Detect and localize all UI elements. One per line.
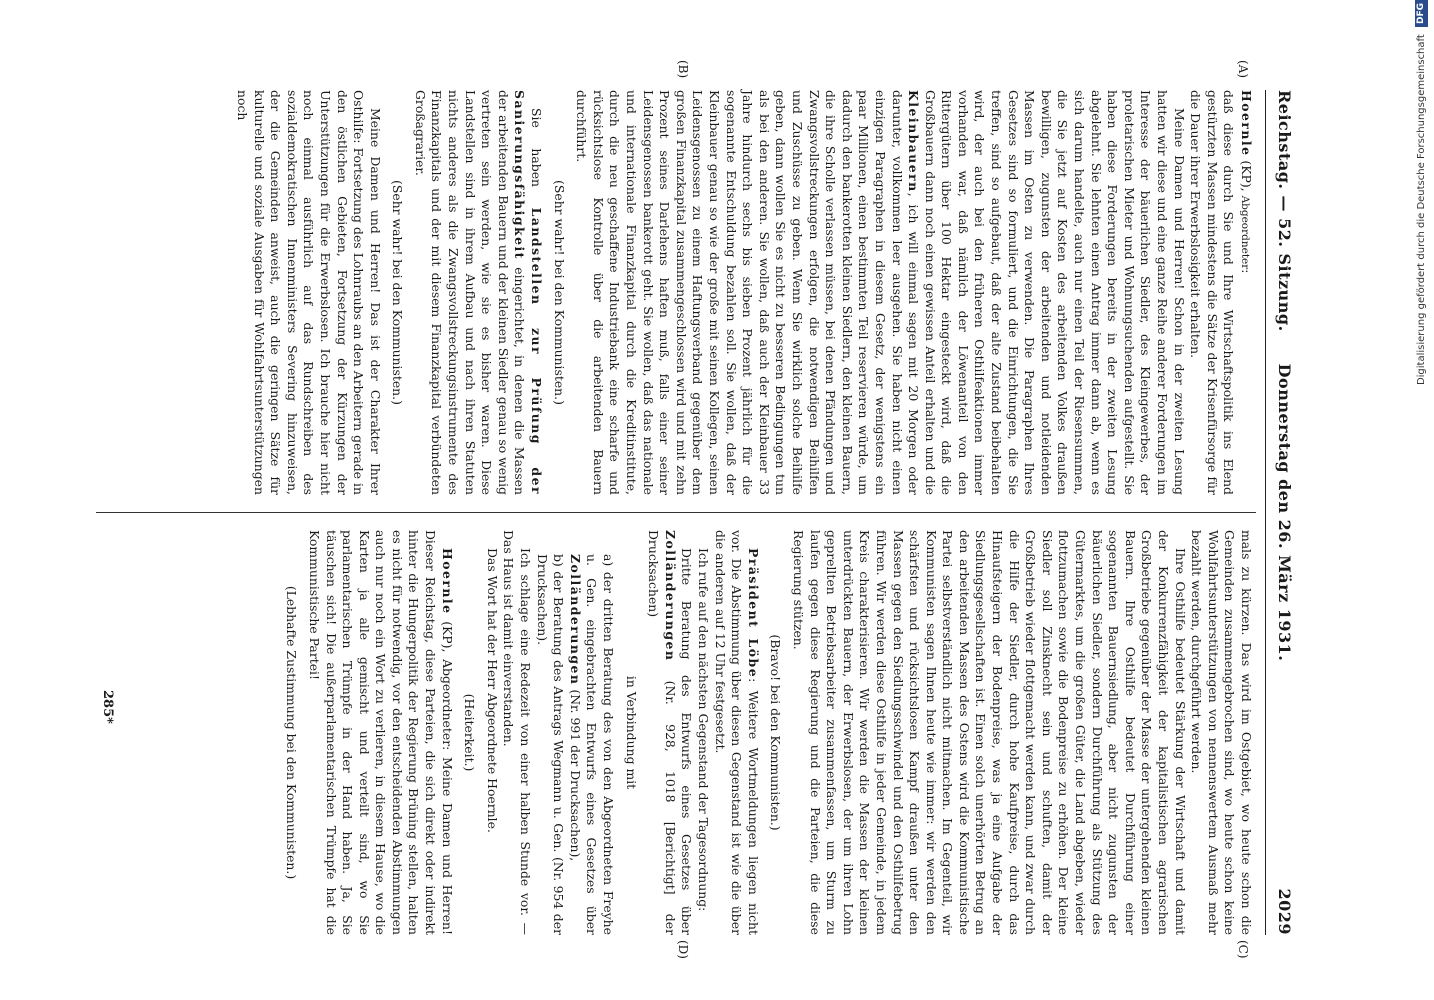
page-number: 2029 (1275, 888, 1294, 935)
col1-paragraph: Meine Damen und Herren! Das ist der Charakter Ihrer Osthilfe: Fortsetzung des Lohnraubs an den Arbeitern gerade in den östlichen Gebieten, Fortsetzung der Kürzungen der Unterstützungen für die Erwerbslosen. Ich brauche hier nicht noch einmal ausführlich auf das Rundschreiben des sozialdemokratischen Innenministers Severing hinzuweisen, der die Gemeinden anweist, auch die geringen Sätze für kulturelle und soziale Ausgaben für Wohlfahrtsunterstützungen noch (234, 90, 383, 495)
col2-paragraph: (Lebhafte Zustimmung bei den Kommunisten.) (284, 585, 300, 880)
col2-paragraph: Hoernle (KP), Abgeordneter: Meine Damen und Herren! Dieser Reichstag, diese Parteien, die sich direkt oder indirekt hinter die Hungerpolitik der Regierung Brüning stellen, halten es nicht für notwendig, vor den entscheidenden Abstimmungen auch nur noch ein Wort zu verlieren, in diesem Hause, wo die Karten ja alle gemischt und verteilt sind, wo Sie parlamentarischen Trümpfe in der Hand haben. Ja, Sie täuschen sich! Die außerparlamentarischen Trümpfe hat die Kommunistische Partei! (306, 530, 455, 935)
digitization-credit (1410, 0, 1434, 1000)
col2-paragraph: Ihre Osthilfe bedeutet Stärkung der Wirtschaft und damit der Konkurrenzfähigkeit der kapitalistischen agrarischen Großbetriebe gegenüber der Masse der untergehenden kleinen Bauern. Ihre Osthilfe bedeutet Durchführung einer sogenannten Bauernsiedlung, aber nicht zugunsten der bäuerlichen Siedler, sondern Durchführung als Stützung des Gütermarktes, um die großen Güter, die Land abgeben, wieder flottzumachen sowie die Bodenpreise zu erhöhen. Der kleine Siedler soll Zinsknecht sein und schuften, damit der Großbetrieb wieder flottgemacht werden kann, und zwar durch die Hilfe der Siedler, durch hohe Kaufpreise, durch das Hinaufsteigern der Bodenpreise, was ja eine Aufgabe der Siedlungsgesellschaften ist. Einen solch unerhörten Betrug an den arbeitenden Massen des Ostens wird die Kommunistische Partei selbstverständlich nicht mitmachen. Im Gegenteil, wir Kommunisten sagen Ihnen heute wie immer: wir werden den schärfsten und rücksichtslosen Kampf draußen unter den Massen gegen den Siedlungsschwindel und den Osthilfebetrug führen. Wir werden diese Osthilfe in jeder Gemeinde, in jedem Kreis charakterisieren. Wir werden die Massen der kleinen unterdrückten Bauern, der Erwerbslosen, der um ihren Lohn geprellten Betriebsarbeiter zusammenfassen, um Sturm zu laufen gegen diese Regierung und die Parteien, die diese Regierung stützen. (790, 530, 1188, 935)
dfg-logo: DFG (1415, 0, 1428, 27)
col1-paragraph: (Sehr wahr! bei den Kommunisten.) (390, 180, 406, 405)
col2-paragraph: Das Wort hat der Herr Abgeordnete Hoernle. (484, 548, 500, 833)
col2-paragraph: Dritte Beratung des Entwurfs eines Gesetzes über Zolländerungen (Nr. 928, 1018 [Berichtigt] der Drucksachen) (646, 530, 695, 935)
credit-text: Digitalisierung gefördert durch die Deutsche Forschungsgemeinschaft (1416, 34, 1427, 386)
header-date: Donnerstag den 26. März 1931. (1275, 363, 1294, 662)
text-column-left (233, 90, 1254, 495)
col2-paragraph: b) der Beratung des Antrags Wegmann u. Gen. (Nr. 954 der Drucksachen). (534, 554, 567, 935)
col1-paragraph: (Sehr wahr! bei den Kommunisten.) (551, 180, 567, 405)
margin-mark-d: (D) (676, 940, 690, 959)
col2-paragraph: Ich schlage eine Redezeit von einer halben Stunde vor. — Das Haus ist damit einverstanden. (501, 530, 534, 935)
col2-paragraph: Ich rufe auf den nächsten Gegenstand der Tagesordnung: (696, 548, 711, 912)
col2-paragraph: (Heiterkeit.) (462, 693, 478, 772)
signature-mark: 285* (100, 690, 115, 724)
margin-mark-b: (B) (676, 60, 690, 79)
col2-paragraph: Präsident Löbe: Weitere Wortmeldungen liegen nicht vor. Die Abstimmung über diesen Gegenstand ist wie die über die anderen auf 12 Uhr festgesetzt. (712, 530, 761, 935)
col1-paragraph: Sie haben Landstellen zur Prüfung der Sanierungsfähigkeit eingerichtet, in denen die Massen der arbeitenden Bauern und der kleinen Siedler genau so wenig vertreten sein werden, wie sie es bisher waren. Diese Landstellen sind in ihrem Aufbau und nach ihren Statuten nichts anderes als die Zwangsvollstreckungsinstrumente des Finanzkapitals und der mit diesem Finanzkapital verbündeten Großagrarier. (412, 90, 545, 495)
column-divider (96, 512, 1256, 513)
document-page (80, 60, 1300, 959)
margin-mark-c: (C) (1236, 940, 1250, 959)
col2-paragraph: in Verbindung mit (623, 675, 639, 790)
margin-mark-a: (A) (1236, 60, 1250, 79)
text-column-right (277, 530, 1254, 935)
col2-paragraph: mals zu kürzen. Das wird im Ostgebiet, wo heute schon die Gemeinden zusammengebrochen sind, wo heute schon keine Wohlfahrtsunterstützungen von nennenswertem Ausmaß mehr bezahlt werden, durchgeführt werden. (1189, 530, 1254, 935)
page-header (1265, 90, 1300, 935)
col2-paragraph: a) der dritten Beratung des von den Abgeordneten Freyhe u. Gen. eingebrachten Entwurfs eines Gesetzes über Zolländerungen (Nr. 991 der Drucksachen), (567, 554, 617, 935)
col1-paragraph: Meine Damen und Herren! Schon in der zweiten Lesung hatten wir diese und eine ganze Reihe anderer Forderungen im Interesse der bäuerlichen Siedler, des Kleingewerbes, der proletarischen Mieter und Wohnungsuchenden aufgestellt. Sie haben diese Forderungen bereits in der zweiten Lesung abgelehnt. Sie lehnten einen Antrag immer dann ab, wenn es sich darum handelte, auch nur einen Teil der Riesensummen, die Sie jetzt auf Kosten des arbeitenden Volkes draußen bewilligen, zugunsten der arbeitenden und notleidenden Massen im Osten zu verwenden. Die Paragraphen Ihres Gesetzes sind so formuliert, und die Einrichtungen, die Sie treffen, sind so aufgebaut, daß der alte Zustand beibehalten wird, der auch bei den früheren Osthilfeaktionen immer vorhanden war, daß nämlich der Löwenanteil von den Rittergütern über 100 Hektar eingesteckt wird, daß die Großbauern dann noch einen gewissen Anteil erhalten und die Kleinbauern, ich will einmal sagen mit 20 Morgen oder darunter, vollkommen leer ausgehen. Sie haben nicht einen einzigen Paragraphen in diesem Gesetz, der wenigstens ein paar Millionen, einen bestimmten Teil reservieren würde, um dadurch den bankerotten kleinen Siedlern, den kleinen Bauern, die ihre Scholle verlassen müssen, bei denen Pfändungen und Zwangsvollstreckungen erfolgen, die notwendigen Beihilfen und Zuschüsse zu geben. Wenn Sie wirklich solche Beihilfe geben, dann wollen Sie es nicht zu besseren Bedingungen tun als bei den anderen. Sie wollen, daß auch der Kleinbauer 33 Jahre hindurch sechs bis sieben Prozent jährlich für die sogenannte Entschuldung bezahlen soll. Sie wollen, daß der Kleinbauer genau so wie der große mit seinen Kollegen, seinen Leidensgenossen zu einem Haftungsverband gegenüber dem großen Finanzkapital zusammengeschlossen wird und mit zehn Prozent seines Darlehens haften muß, falls einer seiner Leidensgenossen bankerott geht. Sie wollen, daß das nationale und internationale Finanzkapital durch die Kreditinstitute, durch die neu geschaffene Industriebank eine scharfe und rücksichtslose Kontrolle über die arbeitenden Bauern durchführt. (574, 90, 1187, 495)
header-left: Reichstag. — 52. Sitzung. (1275, 90, 1294, 332)
col2-paragraph: (Bravo! bei den Kommunisten.) (768, 634, 784, 831)
col1-paragraph: Hoernle (KP), Abgeordneter: (1239, 90, 1254, 274)
col1-paragraph: daß diese durch Sie und Ihre Wirtschaftspolitik ins Elend gestürzten Massen mindestens die Sätze der Krisenfürsorge für die Dauer ihrer Erwerbslosigkeit erhalten. (1188, 90, 1237, 495)
